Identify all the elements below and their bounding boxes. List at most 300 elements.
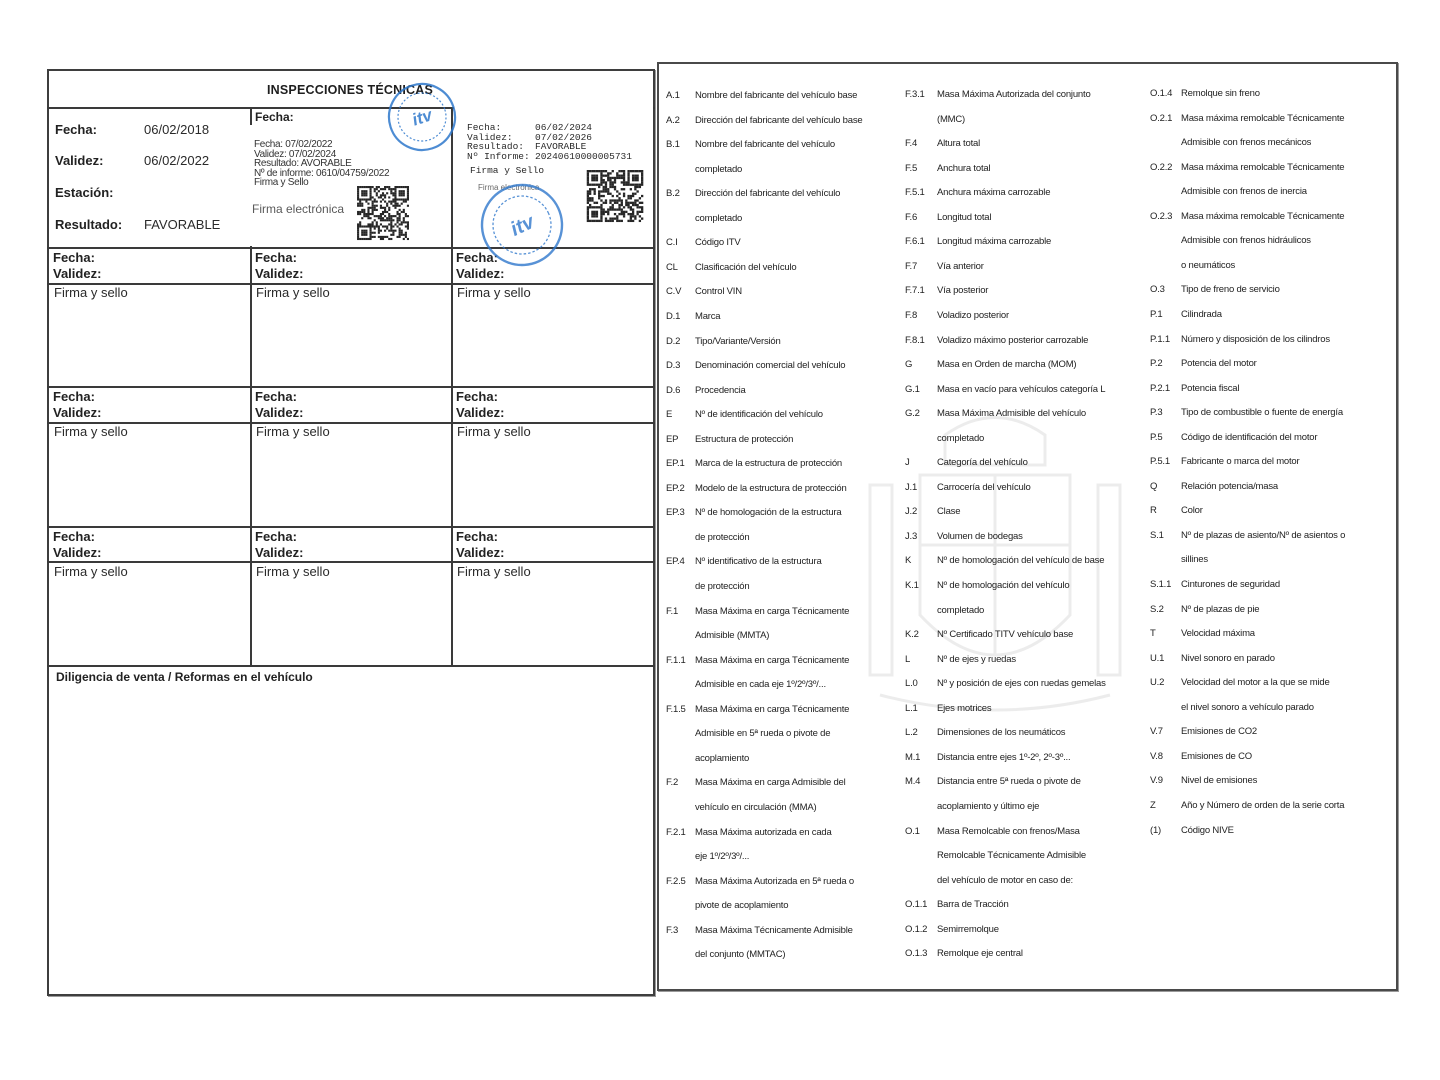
field-label: Control VIN <box>695 286 742 298</box>
qr-module <box>405 221 407 223</box>
qr-module <box>600 184 602 186</box>
qr-module <box>386 211 388 213</box>
field-code: C.I <box>666 237 678 249</box>
qr-module <box>363 211 365 213</box>
field-label: Barra de Tracción <box>937 899 1009 911</box>
field-code: O.2.1 <box>1150 112 1173 124</box>
qr-module <box>600 179 602 181</box>
qr-module <box>403 238 405 240</box>
qr-module <box>394 188 396 190</box>
qr-module <box>380 213 382 215</box>
qr-module <box>596 215 598 217</box>
qr-module <box>390 221 392 223</box>
qr-module <box>386 219 388 221</box>
qr-module <box>623 170 625 172</box>
qr-module <box>609 172 611 174</box>
qr-module <box>382 217 384 219</box>
qr-module <box>630 217 632 219</box>
qr-module <box>609 199 611 201</box>
sticker-2024-firma-electronica: Firma electrónica <box>478 183 540 192</box>
field-code: D.1 <box>666 310 681 322</box>
qr-module <box>607 177 609 179</box>
field-code: V.9 <box>1150 775 1163 787</box>
field-code: F.5 <box>905 162 918 174</box>
fecha-label: Fecha: <box>55 122 97 137</box>
qr-module <box>392 230 394 232</box>
qr-module <box>361 192 363 194</box>
qr-module <box>363 186 365 188</box>
field-label: Distancia entre 5ª rueda o pivote de <box>937 776 1081 788</box>
qr-module <box>382 211 384 213</box>
qr-module <box>365 213 367 215</box>
qr-module <box>388 223 390 225</box>
qr-module <box>365 201 367 203</box>
qr-module <box>600 213 602 215</box>
qr-module <box>357 225 359 227</box>
qr-module <box>401 232 403 234</box>
qr-module <box>612 208 614 210</box>
field-label: Clasificación del vehículo <box>695 261 797 273</box>
qr-module <box>598 206 600 208</box>
qr-module <box>627 213 629 215</box>
qr-module <box>632 193 634 195</box>
qr-module <box>407 190 409 192</box>
qr-module <box>365 234 367 236</box>
validez-value: 06/02/2022 <box>144 153 210 168</box>
qr-module <box>372 223 374 225</box>
qr-module <box>372 209 374 211</box>
cell-fecha-label: Fecha: <box>456 529 498 544</box>
qr-module <box>397 217 399 219</box>
qr-module <box>370 192 372 194</box>
field-label: Código NIVE <box>1181 824 1234 836</box>
cell-firma-label: Firma y sello <box>457 564 531 579</box>
qr-module <box>589 188 591 190</box>
qr-module <box>612 186 614 188</box>
qr-module <box>361 186 363 188</box>
field-code: D.3 <box>666 360 681 372</box>
qr-module <box>621 199 623 201</box>
qr-module <box>594 175 596 177</box>
cell-validez-label: Validez: <box>53 405 102 420</box>
field-code: F.3.1 <box>905 89 925 100</box>
qr-module <box>594 177 596 179</box>
qr-module <box>634 188 636 190</box>
field-label: Marca <box>695 310 721 322</box>
field-label: Admisible con frenos de inercia <box>1181 186 1307 198</box>
qr-module <box>632 211 634 213</box>
qr-module <box>639 220 641 222</box>
field-label: Admisible en 5ª rueda o pivote de <box>695 728 831 740</box>
qr-module <box>591 170 593 172</box>
qr-module <box>390 215 392 217</box>
qr-module <box>587 220 589 222</box>
field-label: Nº de homologación del vehículo de base <box>937 555 1105 567</box>
qr-module <box>594 211 596 213</box>
qr-module <box>600 170 602 172</box>
field-code: EP <box>666 433 679 445</box>
resultado-label: Resultado: <box>55 217 123 232</box>
cell-validez-label: Validez: <box>255 545 304 560</box>
qr-module <box>359 205 361 207</box>
qr-module <box>623 206 625 208</box>
qr-module <box>609 217 611 219</box>
qr-module <box>621 208 623 210</box>
sticker-2022-text <box>254 140 389 188</box>
qr-code <box>586 170 644 222</box>
qr-module <box>587 195 589 197</box>
qr-module <box>618 220 620 222</box>
field-label: (MMC) <box>937 113 966 125</box>
qr-module <box>589 190 591 192</box>
qr-module <box>357 203 359 205</box>
qr-module <box>603 170 605 172</box>
qr-module <box>607 179 609 181</box>
field-code: O.2.2 <box>1150 161 1173 173</box>
qr-module <box>600 195 602 197</box>
qr-module <box>632 208 634 210</box>
qr-module <box>399 209 401 211</box>
qr-module <box>374 190 376 192</box>
qr-module <box>365 190 367 192</box>
field-code: P.1.1 <box>1150 333 1170 345</box>
qr-module <box>587 172 589 174</box>
qr-module <box>634 170 636 172</box>
qr-module <box>634 186 636 188</box>
qr-module <box>386 186 388 188</box>
qr-module <box>623 181 625 183</box>
field-code: P.5.1 <box>1150 456 1170 468</box>
qr-module <box>634 202 636 204</box>
field-code: G <box>905 359 913 371</box>
field-code: P.1 <box>1150 308 1163 320</box>
field-code: V.7 <box>1150 726 1163 738</box>
sticker-2022-line: Nº de informe: 0610/04759/2022 <box>254 167 390 179</box>
field-label: Vía anterior <box>937 260 984 272</box>
sticker-2022-line: Resultado: AVORABLE <box>254 158 352 170</box>
field-code: G.2 <box>905 408 920 420</box>
qr-module <box>605 181 607 183</box>
field-code: F.2.5 <box>666 875 686 887</box>
qr-module <box>376 209 378 211</box>
field-label: Longitud total <box>937 211 992 223</box>
qr-module <box>632 175 634 177</box>
qr-module <box>407 225 409 227</box>
qr-module <box>367 211 369 213</box>
qr-module <box>372 211 374 213</box>
sticker-2022-line: Fecha: 07/02/2022 <box>254 139 333 150</box>
field-label: Masa máxima remolcable Técnicamente <box>1181 161 1345 173</box>
qr-module <box>594 193 596 195</box>
qr-module <box>634 199 636 201</box>
field-code: T <box>1150 628 1156 640</box>
qr-module <box>397 236 399 238</box>
qr-module <box>384 201 386 203</box>
field-code: F.6.1 <box>905 236 925 248</box>
qr-module <box>403 190 405 192</box>
qr-module <box>382 207 384 209</box>
qr-module <box>367 186 369 188</box>
qr-module <box>363 198 365 200</box>
qr-module <box>397 186 399 188</box>
qr-module <box>616 202 618 204</box>
field-code: F.1.1 <box>666 654 686 666</box>
qr-module <box>632 179 634 181</box>
field-label: Nº identificativo de la estructura <box>695 556 822 568</box>
qr-module <box>403 217 405 219</box>
qr-module <box>587 181 589 183</box>
qr-module <box>623 215 625 217</box>
qr-module <box>363 209 365 211</box>
qr-module <box>407 215 409 217</box>
qr-module <box>589 204 591 206</box>
qr-module <box>600 204 602 206</box>
qr-module <box>390 192 392 194</box>
qr-module <box>634 184 636 186</box>
qr-module <box>603 186 605 188</box>
field-code: U.2 <box>1150 677 1165 689</box>
qr-module <box>587 208 589 210</box>
field-label: Ejes motrices <box>937 702 992 714</box>
qr-module <box>390 223 392 225</box>
qr-module <box>380 238 382 240</box>
qr-module <box>399 213 401 215</box>
field-label: Masa Máxima autorizada en cada <box>695 826 832 838</box>
qr-module <box>392 219 394 221</box>
qr-module <box>612 170 614 172</box>
qr-module <box>632 204 634 206</box>
qr-module <box>378 230 380 232</box>
field-label: Masa en vacío para vehículos categoría L <box>937 383 1106 395</box>
qr-module <box>609 184 611 186</box>
qr-module <box>361 209 363 211</box>
field-label: Código ITV <box>695 237 741 249</box>
qr-module <box>623 175 625 177</box>
row-divider <box>47 283 655 285</box>
qr-module <box>612 184 614 186</box>
field-code: F.5.1 <box>905 187 925 199</box>
field-code: M.1 <box>905 751 921 763</box>
qr-module <box>359 223 361 225</box>
field-code: O.3 <box>1150 284 1165 296</box>
qr-module <box>363 230 365 232</box>
qr-module <box>641 208 643 210</box>
qr-module <box>587 197 589 199</box>
field-label: acoplamiento y último eje <box>937 800 1040 812</box>
cell-validez-label: Validez: <box>255 405 304 420</box>
field-label: Tipo de combustible o fuente de energía <box>1181 407 1343 419</box>
qr-module <box>625 211 627 213</box>
field-code: O.1.2 <box>905 923 928 935</box>
qr-module <box>361 203 363 205</box>
qr-module <box>380 188 382 190</box>
field-code: S.2 <box>1150 603 1164 615</box>
qr-module <box>630 220 632 222</box>
qr-module <box>372 221 374 223</box>
qr-module <box>390 238 392 240</box>
field-label: Procedencia <box>695 384 746 396</box>
qr-module <box>365 225 367 227</box>
qr-module <box>380 223 382 225</box>
field-label: Tipo de freno de servicio <box>1181 284 1280 296</box>
qr-module <box>370 228 372 230</box>
qr-module <box>641 170 643 172</box>
field-label: Año y Número de orden de la serie corta <box>1181 799 1345 811</box>
qr-module <box>365 230 367 232</box>
qr-module <box>636 175 638 177</box>
itv-stamp <box>385 80 459 154</box>
qr-module <box>596 202 598 204</box>
qr-module <box>627 195 629 197</box>
cell-firma-label: Firma y sello <box>457 424 531 439</box>
field-label: Masa en Orden de marcha (MOM) <box>937 359 1077 371</box>
qr-module <box>370 230 372 232</box>
qr-module <box>403 219 405 221</box>
qr-module <box>625 199 627 201</box>
qr-module <box>639 197 641 199</box>
qr-module <box>357 196 359 198</box>
field-label: Nombre del fabricante del vehículo <box>695 139 836 151</box>
qr-module <box>630 206 632 208</box>
qr-module <box>632 215 634 217</box>
field-label: Masa Máxima en carga Técnicamente <box>695 654 850 666</box>
qr-module <box>401 190 403 192</box>
qr-module <box>382 188 384 190</box>
qr-module <box>639 186 641 188</box>
qr-module <box>618 197 620 199</box>
sticker-2022-line: Firma y Sello <box>254 177 309 189</box>
qr-module <box>399 230 401 232</box>
cell-validez-label: Validez: <box>456 405 505 420</box>
field-label: de protección <box>695 531 750 543</box>
qr-module <box>384 188 386 190</box>
field-code: M.4 <box>905 776 921 788</box>
qr-module <box>380 230 382 232</box>
qr-module <box>390 203 392 205</box>
field-code: J <box>905 457 910 469</box>
qr-module <box>403 186 405 188</box>
field-label: Nº de homologación de la estructura <box>695 507 842 519</box>
qr-module <box>359 221 361 223</box>
qr-module <box>621 220 623 222</box>
field-label: Remolcable Técnicamente Admisible <box>937 850 1086 862</box>
qr-module <box>372 207 374 209</box>
field-code: K <box>905 555 912 567</box>
qr-module <box>370 223 372 225</box>
qr-module <box>591 220 593 222</box>
qr-module <box>405 236 407 238</box>
qr-module <box>627 202 629 204</box>
field-label: Nivel sonoro en parado <box>1181 652 1275 664</box>
field-label: Fabricante o marca del motor <box>1181 456 1300 468</box>
qr-module <box>397 213 399 215</box>
qr-module <box>357 188 359 190</box>
qr-module <box>380 219 382 221</box>
field-label: Número y disposición de los cilindros <box>1181 333 1330 345</box>
qr-module <box>609 208 611 210</box>
field-label: Nº de identificación del vehículo <box>695 409 823 421</box>
field-code: O.1.3 <box>905 948 928 960</box>
qr-module <box>632 184 634 186</box>
field-code: J.2 <box>905 506 918 518</box>
field-code: F.8 <box>905 309 918 321</box>
qr-module <box>618 204 620 206</box>
qr-module <box>388 209 390 211</box>
qr-module <box>392 194 394 196</box>
qr-module <box>636 179 638 181</box>
qr-module <box>589 220 591 222</box>
qr-module <box>388 186 390 188</box>
field-code: P.2.1 <box>1150 382 1170 394</box>
field-label: Emisiones de CO <box>1181 750 1252 762</box>
qr-module <box>603 188 605 190</box>
qr-module <box>374 215 376 217</box>
qr-module <box>616 199 618 201</box>
qr-module <box>641 195 643 197</box>
qr-module <box>397 203 399 205</box>
validez-label: Validez: <box>55 153 104 168</box>
field-code: EP.3 <box>666 507 685 519</box>
qr-module <box>374 201 376 203</box>
qr-module <box>632 220 634 222</box>
qr-module <box>600 175 602 177</box>
qr-module <box>598 184 600 186</box>
field-code: C.V <box>666 286 682 298</box>
cell-firma-label: Firma y sello <box>457 285 531 300</box>
qr-module <box>363 232 365 234</box>
qr-module <box>591 177 593 179</box>
qr-module <box>394 230 396 232</box>
qr-module <box>600 172 602 174</box>
qr-module <box>603 179 605 181</box>
qr-module <box>392 198 394 200</box>
qr-module <box>407 192 409 194</box>
qr-module <box>376 201 378 203</box>
qr-module <box>627 206 629 208</box>
qr-module <box>587 217 589 219</box>
field-label: Nº Certificado TITV vehículo base <box>937 629 1074 641</box>
field-label: completado <box>695 212 743 224</box>
qr-module <box>598 220 600 222</box>
qr-module <box>605 175 607 177</box>
qr-module <box>603 175 605 177</box>
qr-module <box>639 184 641 186</box>
field-label: completado <box>937 432 985 444</box>
qr-module <box>609 186 611 188</box>
qr-module <box>384 186 386 188</box>
qr-module <box>591 213 593 215</box>
field-label: Dirección del fabricante del vehículo base <box>695 114 863 126</box>
qr-module <box>625 181 627 183</box>
qr-module <box>600 215 602 217</box>
qr-module <box>603 202 605 204</box>
qr-module <box>605 188 607 190</box>
fecha-value: 06/02/2018 <box>144 122 210 137</box>
qr-module <box>386 225 388 227</box>
qr-module <box>357 230 359 232</box>
field-code: L.2 <box>905 727 918 739</box>
qr-module <box>621 177 623 179</box>
qr-module <box>372 225 374 227</box>
qr-module <box>378 196 380 198</box>
qr-module <box>587 175 589 177</box>
qr-module <box>621 188 623 190</box>
qr-module <box>361 211 363 213</box>
field-label: pivote de acoplamiento <box>695 900 789 912</box>
cell-fecha-label: Fecha: <box>53 529 95 544</box>
row-divider <box>47 386 655 388</box>
cell-fecha-label: Fecha: <box>456 389 498 404</box>
